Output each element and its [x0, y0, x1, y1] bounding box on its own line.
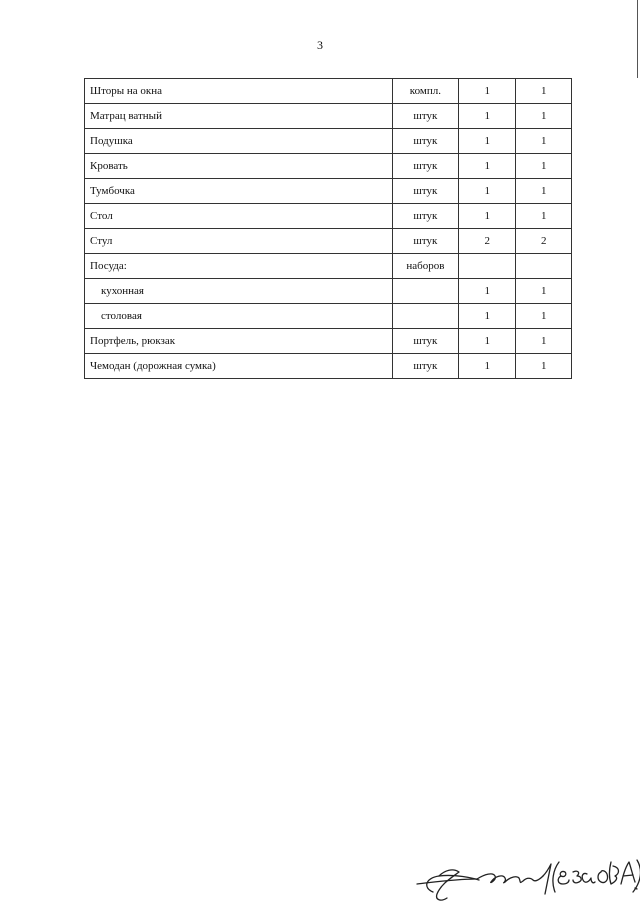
quantity-cell-2: 1 — [516, 354, 572, 379]
item-name-cell: Стул — [85, 229, 393, 254]
item-name-cell: столовая — [85, 304, 393, 329]
quantity-cell-2: 1 — [516, 154, 572, 179]
table-row — [85, 79, 572, 104]
item-name-cell: Матрац ватный — [85, 104, 393, 129]
item-name-cell: кухонная — [85, 279, 393, 304]
quantity-cell-1 — [459, 254, 516, 279]
table-row — [85, 304, 572, 329]
quantity-cell-1: 1 — [459, 129, 516, 154]
inventory-table — [84, 78, 572, 379]
quantity-cell-1: 1 — [459, 354, 516, 379]
quantity-cell-1: 1 — [459, 204, 516, 229]
quantity-cell-2: 1 — [516, 329, 572, 354]
inventory-table-body — [85, 79, 572, 379]
unit-cell: наборов — [392, 254, 458, 279]
item-name-cell: Посуда: — [85, 254, 393, 279]
table-row — [85, 279, 572, 304]
quantity-cell-2: 1 — [516, 279, 572, 304]
table-row — [85, 204, 572, 229]
table-row — [85, 354, 572, 379]
quantity-cell-2: 1 — [516, 304, 572, 329]
page-number: 3 — [317, 38, 323, 52]
quantity-cell-1: 1 — [459, 304, 516, 329]
quantity-cell-2: 1 — [516, 179, 572, 204]
quantity-cell-1: 1 — [459, 179, 516, 204]
quantity-cell-1: 1 — [459, 104, 516, 129]
quantity-cell-2: 1 — [516, 104, 572, 129]
unit-cell: штук — [392, 104, 458, 129]
item-name-cell: Стол — [85, 204, 393, 229]
quantity-cell-1: 1 — [459, 79, 516, 104]
table-row — [85, 129, 572, 154]
table-row — [85, 154, 572, 179]
quantity-cell-2 — [516, 254, 572, 279]
signature-drawing — [415, 848, 640, 905]
item-name-cell: Тумбочка — [85, 179, 393, 204]
item-name-cell: Подушка — [85, 129, 393, 154]
quantity-cell-2: 1 — [516, 79, 572, 104]
unit-cell: штук — [392, 354, 458, 379]
quantity-cell-1: 2 — [459, 229, 516, 254]
unit-cell: компл. — [392, 79, 458, 104]
table-row — [85, 254, 572, 279]
quantity-cell-2: 1 — [516, 129, 572, 154]
unit-cell: штук — [392, 329, 458, 354]
item-name-cell: Чемодан (дорожная сумка) — [85, 354, 393, 379]
unit-cell — [392, 304, 458, 329]
table-row — [85, 229, 572, 254]
quantity-cell-2: 2 — [516, 229, 572, 254]
quantity-cell-2: 1 — [516, 204, 572, 229]
quantity-cell-1: 1 — [459, 329, 516, 354]
quantity-cell-1: 1 — [459, 279, 516, 304]
table-row — [85, 329, 572, 354]
unit-cell: штук — [392, 229, 458, 254]
unit-cell: штук — [392, 204, 458, 229]
table-row — [85, 179, 572, 204]
item-name-cell: Кровать — [85, 154, 393, 179]
item-name-cell: Шторы на окна — [85, 79, 393, 104]
handwritten-signature — [415, 848, 640, 905]
unit-cell: штук — [392, 154, 458, 179]
unit-cell: штук — [392, 129, 458, 154]
table-row — [85, 104, 572, 129]
quantity-cell-1: 1 — [459, 154, 516, 179]
item-name-cell: Портфель, рюкзак — [85, 329, 393, 354]
unit-cell — [392, 279, 458, 304]
unit-cell: штук — [392, 179, 458, 204]
